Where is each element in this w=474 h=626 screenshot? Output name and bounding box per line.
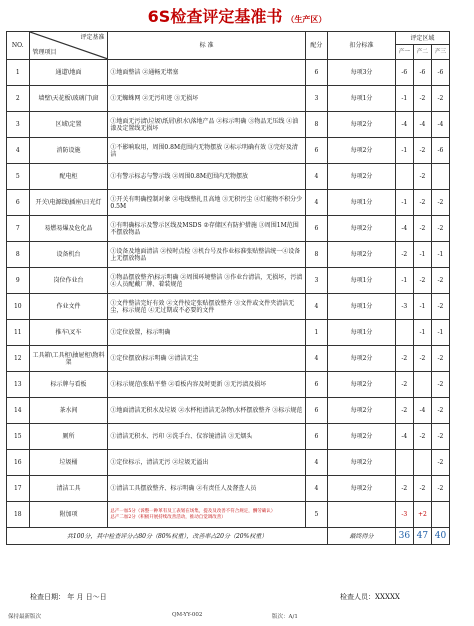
row-score-zone-3: -2 bbox=[431, 216, 449, 242]
row-score-zone-2: -1 bbox=[413, 242, 431, 268]
row-score-zone-1: -2 bbox=[395, 372, 413, 398]
row-score-zone-3: -1 bbox=[431, 320, 449, 346]
row-item: 垃圾桶 bbox=[29, 450, 108, 476]
row-points: 1 bbox=[305, 320, 328, 346]
row-standard: ①地面整洁 ②通畅无堵塞 bbox=[108, 60, 305, 86]
row-score-zone-1: -3 bbox=[395, 502, 413, 528]
row-score-zone-2: +2 bbox=[413, 502, 431, 528]
table-row bbox=[7, 86, 450, 112]
row-score-zone-2: -1 bbox=[413, 320, 431, 346]
final-score-zone-3: 40 bbox=[431, 528, 449, 545]
row-points: 6 bbox=[305, 138, 328, 164]
row-points: 4 bbox=[305, 346, 328, 372]
row-score-zone-3: -2 bbox=[431, 398, 449, 424]
row-no: 5 bbox=[7, 164, 30, 190]
header-diag-bottom: 管理项目 bbox=[32, 49, 57, 56]
row-item: 工具箱\工具柜\抽屉柜\物料架 bbox=[29, 346, 108, 372]
row-item: 设备机台 bbox=[29, 242, 108, 268]
row-score-zone-3: -2 bbox=[431, 450, 449, 476]
page-title: 6S检查评定基准书 bbox=[147, 7, 283, 26]
row-score-zone-1: -1 bbox=[395, 86, 413, 112]
row-rule: 每项2分 bbox=[328, 398, 396, 424]
summary-text: 共100分，其中检查评分占80分（80%权重），改善率占20分（20%权重） bbox=[7, 528, 328, 545]
row-no: 13 bbox=[7, 372, 30, 398]
row-points: 6 bbox=[305, 372, 328, 398]
row-score-zone-3: -2 bbox=[431, 294, 449, 320]
row-rule: 每项1分 bbox=[328, 86, 396, 112]
row-no: 17 bbox=[7, 476, 30, 502]
row-item: 茶水间 bbox=[29, 398, 108, 424]
inspector: 检查人员：XXXXX bbox=[340, 593, 400, 601]
row-score-zone-1 bbox=[395, 450, 413, 476]
row-standard: ①物品摆放整齐\标示明确 ②周围环境整洁 ③作业台清洁，无损坏，污渍 ④人员配戴厂牌、着装规范 bbox=[108, 268, 305, 294]
table-row bbox=[7, 268, 450, 294]
row-score-zone-3: -2 bbox=[431, 476, 449, 502]
row-points: 3 bbox=[305, 268, 328, 294]
row-rule: 每项2分 bbox=[328, 346, 396, 372]
row-score-zone-1: -1 bbox=[395, 268, 413, 294]
row-item: 开关\电源线\插座\日光灯 bbox=[29, 190, 108, 216]
row-rule: 每项1分 bbox=[328, 294, 396, 320]
row-rule: 每项2分 bbox=[328, 450, 396, 476]
row-standard: ①有警示标志与警示线 ②周围0.8M范围内无物摆放 bbox=[108, 164, 305, 190]
row-score-zone-2 bbox=[413, 450, 431, 476]
row-rule: 每项2分 bbox=[328, 424, 396, 450]
row-score-zone-1: -1 bbox=[395, 190, 413, 216]
row-score-zone-3: -2 bbox=[431, 190, 449, 216]
row-rule: 每项2分 bbox=[328, 164, 396, 190]
table-row bbox=[7, 476, 450, 502]
doc-code: QM-YY-002 bbox=[172, 612, 203, 618]
row-no: 3 bbox=[7, 112, 30, 138]
row-score-zone-2: -2 bbox=[413, 424, 431, 450]
row-standard: ①地面无污渍\垃圾\纸屑\积水\落地产品 ②标示明确 ③物品无压线 ④油漆及定置线无损坏 bbox=[108, 112, 305, 138]
row-points: 4 bbox=[305, 476, 328, 502]
header-standard: 标 准 bbox=[108, 32, 305, 60]
row-standard: ①不影响取用，周围0.8M范围内无物摆放 ②标示明确有效 ③完好及清洁 bbox=[108, 138, 305, 164]
row-rule: 每项1分 bbox=[328, 190, 396, 216]
header-row-1 bbox=[7, 32, 450, 45]
header-zone-2: 产二 bbox=[413, 45, 431, 60]
row-points: 6 bbox=[305, 398, 328, 424]
row-score-zone-3: -1 bbox=[431, 242, 449, 268]
keep-latest-version: 保持最新版次 bbox=[8, 614, 42, 620]
row-score-zone-2 bbox=[413, 372, 431, 398]
row-score-zone-2: -2 bbox=[413, 190, 431, 216]
table-body bbox=[7, 60, 450, 528]
check-date: 检查日期： 年 月 日～日 bbox=[30, 593, 107, 601]
row-rule: 每项2分 bbox=[328, 216, 396, 242]
table-row bbox=[7, 138, 450, 164]
row-score-zone-1: -2 bbox=[395, 476, 413, 502]
row-item: 推车\叉车 bbox=[29, 320, 108, 346]
row-item: 墙壁\天花板\玻璃门\窗 bbox=[29, 86, 108, 112]
header-no: NO. bbox=[7, 32, 30, 60]
row-points: 4 bbox=[305, 164, 328, 190]
table-row bbox=[7, 398, 450, 424]
row-score-zone-1: -2 bbox=[395, 242, 413, 268]
header-zone-1: 产一 bbox=[395, 45, 413, 60]
row-score-zone-3: -2 bbox=[431, 372, 449, 398]
row-standard: ①无蜘蛛网 ②无污印迹 ③无损坏 bbox=[108, 86, 305, 112]
row-item: 区域\定置 bbox=[29, 112, 108, 138]
row-score-zone-2: -4 bbox=[413, 398, 431, 424]
row-score-zone-2: -2 bbox=[413, 138, 431, 164]
row-score-zone-2: -2 bbox=[413, 268, 431, 294]
row-rule: 每项1分 bbox=[328, 320, 396, 346]
row-score-zone-3: -2 bbox=[431, 346, 449, 372]
table-row bbox=[7, 372, 450, 398]
header-deduct: 扣分标准 bbox=[328, 32, 396, 60]
row-item: 消防设施 bbox=[29, 138, 108, 164]
row-rule: 每项1分 bbox=[328, 268, 396, 294]
row-no: 12 bbox=[7, 346, 30, 372]
row-item: 通道\地面 bbox=[29, 60, 108, 86]
final-score-zone-1: 36 bbox=[395, 528, 413, 545]
row-standard: ①有明确标示及警示区线及MSDS ②存储区有防护措施 ③周围1M范围不摆放物品 bbox=[108, 216, 305, 242]
row-no: 2 bbox=[7, 86, 30, 112]
row-item: 岗位作业台 bbox=[29, 268, 108, 294]
doc-version: 版次：A/1 bbox=[272, 614, 298, 620]
row-score-zone-2: -6 bbox=[413, 60, 431, 86]
table-row bbox=[7, 502, 450, 528]
row-points: 4 bbox=[305, 294, 328, 320]
row-no: 14 bbox=[7, 398, 30, 424]
row-points: 6 bbox=[305, 60, 328, 86]
criteria-table bbox=[6, 31, 450, 545]
row-item: 作业文件 bbox=[29, 294, 108, 320]
row-points: 6 bbox=[305, 424, 328, 450]
row-score-zone-1: -4 bbox=[395, 112, 413, 138]
table-row bbox=[7, 190, 450, 216]
row-no: 1 bbox=[7, 60, 30, 86]
row-score-zone-3: -6 bbox=[431, 60, 449, 86]
table-row bbox=[7, 60, 450, 86]
row-score-zone-1: -6 bbox=[395, 60, 413, 86]
row-rule bbox=[328, 502, 396, 528]
row-no: 18 bbox=[7, 502, 30, 528]
row-item: 厕所 bbox=[29, 424, 108, 450]
row-rule: 每项2分 bbox=[328, 476, 396, 502]
row-score-zone-1: -2 bbox=[395, 346, 413, 372]
row-standard: ①定位摆放\标示明确 ②清洁无尘 bbox=[108, 346, 305, 372]
row-score-zone-1: -4 bbox=[395, 424, 413, 450]
row-score-zone-2: -2 bbox=[413, 164, 431, 190]
row-item: 清洁工具 bbox=[29, 476, 108, 502]
header-diagonal-cell bbox=[29, 32, 108, 60]
row-rule: 每项2分 bbox=[328, 242, 396, 268]
row-score-zone-1: -1 bbox=[395, 138, 413, 164]
row-no: 9 bbox=[7, 268, 30, 294]
header-zone-3: 产三 bbox=[431, 45, 449, 60]
row-score-zone-3: -2 bbox=[431, 86, 449, 112]
row-score-zone-2: -2 bbox=[413, 476, 431, 502]
row-no: 7 bbox=[7, 216, 30, 242]
row-score-zone-2: -2 bbox=[413, 346, 431, 372]
table-row bbox=[7, 320, 450, 346]
row-points: 8 bbox=[305, 112, 328, 138]
title-block bbox=[0, 4, 474, 27]
row-standard: ①文件整洁完好有效 ②文件按定张贴摆放整齐 ③文件或文件夹清洁无尘，标示规范 ④无过期或不必要的文件 bbox=[108, 294, 305, 320]
row-no: 6 bbox=[7, 190, 30, 216]
table-row bbox=[7, 164, 450, 190]
row-no: 11 bbox=[7, 320, 30, 346]
table-row bbox=[7, 424, 450, 450]
row-standard: ①设备及地面清洁 ②按时点检 ③机台号及作业标准张贴整洁统一④设备上无摆放物品 bbox=[108, 242, 305, 268]
row-standard: ①定位标示，清洁无污 ②垃圾无溢出 bbox=[108, 450, 305, 476]
row-score-zone-3 bbox=[431, 164, 449, 190]
row-no: 16 bbox=[7, 450, 30, 476]
row-item: 附加项 bbox=[29, 502, 108, 528]
row-no: 10 bbox=[7, 294, 30, 320]
row-points: 6 bbox=[305, 216, 328, 242]
row-points: 5 bbox=[305, 502, 328, 528]
row-score-zone-2: -4 bbox=[413, 112, 431, 138]
row-score-zone-3: -6 bbox=[431, 138, 449, 164]
page-subtitle: （生产区） bbox=[286, 15, 327, 24]
row-points: 4 bbox=[305, 190, 328, 216]
row-score-zone-3: -2 bbox=[431, 268, 449, 294]
row-score-zone-1 bbox=[395, 320, 413, 346]
row-rule: 每项2分 bbox=[328, 372, 396, 398]
row-item: 标示牌与看板 bbox=[29, 372, 108, 398]
final-score-label: 最终得分 bbox=[328, 528, 396, 545]
row-rule: 每项3分 bbox=[328, 60, 396, 86]
row-score-zone-1: -2 bbox=[395, 398, 413, 424]
row-points: 4 bbox=[305, 450, 328, 476]
row-item: 配电柜 bbox=[29, 164, 108, 190]
row-score-zone-2: -1 bbox=[413, 294, 431, 320]
row-no: 8 bbox=[7, 242, 30, 268]
row-score-zone-3: -4 bbox=[431, 112, 449, 138]
row-standard: ①定位放置，标示明确 bbox=[108, 320, 305, 346]
row-item: 易燃易爆及危化品 bbox=[29, 216, 108, 242]
table-row bbox=[7, 112, 450, 138]
row-no: 15 bbox=[7, 424, 30, 450]
row-rule: 每项2分 bbox=[328, 138, 396, 164]
row-score-zone-3 bbox=[431, 502, 449, 528]
row-no: 4 bbox=[7, 138, 30, 164]
row-score-zone-1: -4 bbox=[395, 216, 413, 242]
table-row bbox=[7, 216, 450, 242]
row-standard: ①清洁工具摆放整齐、标示明确 ②有责任人及督查人员 bbox=[108, 476, 305, 502]
table-row bbox=[7, 346, 450, 372]
row-score-zone-1 bbox=[395, 164, 413, 190]
row-standard: 总产一加5分（诉整一种革有及工表划在场集，提及及改善不符合规定，酬劳确认） 总产二加2分（积极开展持续改善活动，推动自觉调改善） bbox=[108, 502, 305, 528]
row-standard: ①地面清洁无积水及垃圾 ②水杯柜清洁无杂物\水杯摆放整齐 ③标示规范 bbox=[108, 398, 305, 424]
row-rule: 每项2分 bbox=[328, 112, 396, 138]
summary-row bbox=[7, 528, 450, 545]
row-points: 8 bbox=[305, 242, 328, 268]
header-zone: 评定区域 bbox=[395, 32, 449, 45]
row-standard: ①清洁无积水、污印 ②洗手台、仪容镜清洁 ③无烟头 bbox=[108, 424, 305, 450]
row-points: 3 bbox=[305, 86, 328, 112]
row-score-zone-2: -2 bbox=[413, 86, 431, 112]
header-diag-top: 评定基准 bbox=[80, 34, 105, 41]
table-row bbox=[7, 294, 450, 320]
header-points: 配分 bbox=[305, 32, 328, 60]
row-score-zone-1: -3 bbox=[395, 294, 413, 320]
final-score-zone-2: 47 bbox=[413, 528, 431, 545]
row-standard: ①开关有明确控制对象 ②电线整扎且高地 ③无积污尘 ④灯能物不积分少0.5M bbox=[108, 190, 305, 216]
table-row bbox=[7, 450, 450, 476]
row-standard: ①标示规范\张贴平整 ②看板内容及时更新 ③无污渍及损坏 bbox=[108, 372, 305, 398]
row-score-zone-2: -2 bbox=[413, 216, 431, 242]
row-score-zone-3: -2 bbox=[431, 424, 449, 450]
table-row bbox=[7, 242, 450, 268]
